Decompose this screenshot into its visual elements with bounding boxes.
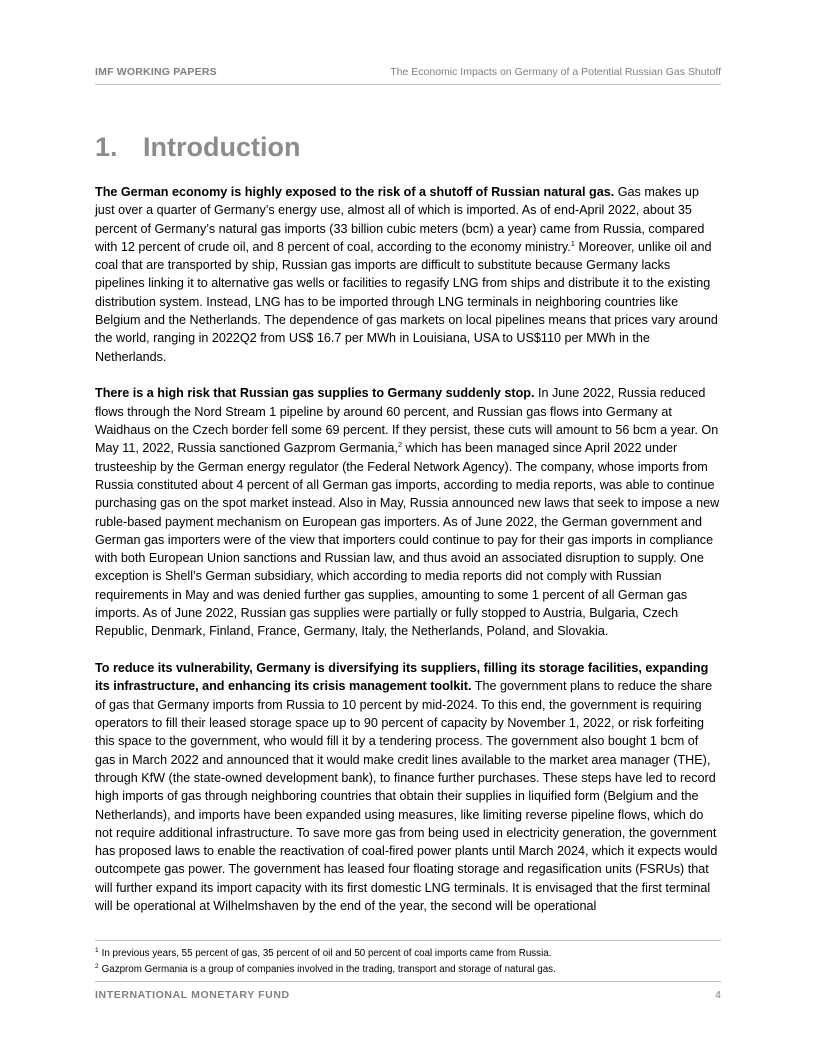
paragraph-2-text-a: In June 2022, Russia reduced flows through the Nord Stream 1 pipeline by around 60 percent, and Russian gas flows into Germany at Waidhaus on the Czech border fell some 69 percent. If they persist, these cuts will amount to 56 bcm a year. On May 11, 2022, Russia sanctioned Gazprom Germania, [95,386,719,456]
footnote-2-text: Gazprom Germania is a group of companies involved in the trading, transport and storage of natural gas. [101,964,556,975]
header-divider [95,84,721,85]
footnote-1-text: In previous years, 55 percent of gas, 35 percent of oil and 50 percent of coal imports came from Russia. [101,948,552,959]
paragraph-1-text-a: Gas makes up just over a quarter of Germany’s energy use, almost all of which is imported. As of end-April 2022, about 35 percent of Germany’s natural gas imports (33 billion cubic meters (bcm) a year) came from Russia, compared with 12 percent of crude oil, and 8 percent of coal, according to the economy ministry. [95,185,705,254]
section-title: Introduction [143,132,301,162]
footnote-divider [95,940,721,941]
footer-divider [95,981,721,982]
body-text [95,183,721,934]
footnote-2-number: 2 [95,963,99,970]
page-number: 4 [715,989,721,1001]
section-heading [95,132,300,163]
footnote-ref-1[interactable]: 1 [570,238,575,248]
footnote-2 [95,962,721,978]
footnote-1-number: 1 [95,947,99,954]
running-header [95,66,721,82]
paragraph-2 [95,384,721,640]
paragraph-3-text-a: The government plans to reduce the share of gas that Germany imports from Russia to 10 percent by mid-2024. To this end, the government is requiring operators to fill their leased storage space up to 90 percent of capacity by November 1, 2022, or risk forfeiting this space to the government, who would fill it by a tendering process. The government also bought 1 bcm of gas in March 2022 and announced that it would make credit lines available to the market area manager (THE), through KfW (the state-owned development bank), to finance further purchases. These steps have led to record high imports of gas through neighboring countries that obtain their supplies in liquified form (Belgium and the Netherlands), and imports have been expanded using measures, like limiting reverse pipeline flows, which do not require additional infrastructure. To save more gas from being used in electricity generation, the government has proposed laws to enable the reactivation of coal-fired power plants until March 2024, which it expects would outcompete gas power. The government has leased four floating storage and regasification units (FSRUs) that will further expand its import capacity with its first domestic LNG terminals. It is envisaged that the first terminal will be operational at Wilhelmshaven by the end of the year, the second will be operational [95,679,718,913]
footnote-1 [95,946,721,962]
paragraph-2-text-b: which has been managed since April 2022 under trusteeship by the German energy regulator (the Federal Network Agency). The company, whose imports from Russia constituted about 4 percent of all German gas imports, according to media reports, was able to continue purchasing gas on the spot market instead. Also in May, Russia announced new laws that seek to impose a new ruble-based payment mechanism on European gas importers. As of June 2022, the German government and German gas importers were of the view that importers could continue to pay for their gas imports in compliance with both European Union sanctions and Russian law, and thus avoid an associated disruption to supply. One exception is Shell’s German subsidiary, which according to media reports did not comply with Russian requirements in May and was denied further gas supplies, amounting to some 1 percent of all German gas imports. As of June 2022, Russian gas supplies were partially or fully stopped to Austria, Bulgaria, Czech Republic, Denmark, Finland, France, Germany, Italy, the Netherlands, Poland, and Slovakia. [95,441,720,639]
footer-organization: INTERNATIONAL MONETARY FUND [95,989,290,1001]
footnotes [95,946,721,978]
paragraph-1-lead: The German economy is highly exposed to the risk of a shutoff of Russian natural gas. [95,185,615,199]
paragraph-1 [95,183,721,366]
header-paper-title: The Economic Impacts on Germany of a Potential Russian Gas Shutoff [390,66,721,78]
paragraph-1-text-b: Moreover, unlike oil and coal that are transported by ship, Russian gas imports are difficult to substitute because Germany lacks pipelines linking it to alternative gas wells or facilities to regasify LNG from ships and distribute it to the existing distribution system. Instead, LNG has to be imported through LNG terminals in neighboring countries like Belgium and the Netherlands. The dependence of gas markets on local pipelines means that prices vary around the world, ranging in 2022Q2 from US$ 16.7 per MWh in Louisiana, USA to US$110 per MWh in the Netherlands. [95,239,718,364]
footnote-ref-2[interactable]: 2 [397,440,403,450]
paragraph-2-lead: There is a high risk that Russian gas supplies to Germany suddenly stop. [95,386,535,401]
section-number: 1. [95,132,118,162]
header-series: IMF WORKING PAPERS [95,66,217,78]
paragraph-3 [95,659,721,915]
page-footer [95,989,721,1003]
paragraph-3-lead: To reduce its vulnerability, Germany is diversifying its suppliers, filling its storage facilities, expanding its infrastructure, and enhancing its crisis management toolkit. [95,661,709,694]
